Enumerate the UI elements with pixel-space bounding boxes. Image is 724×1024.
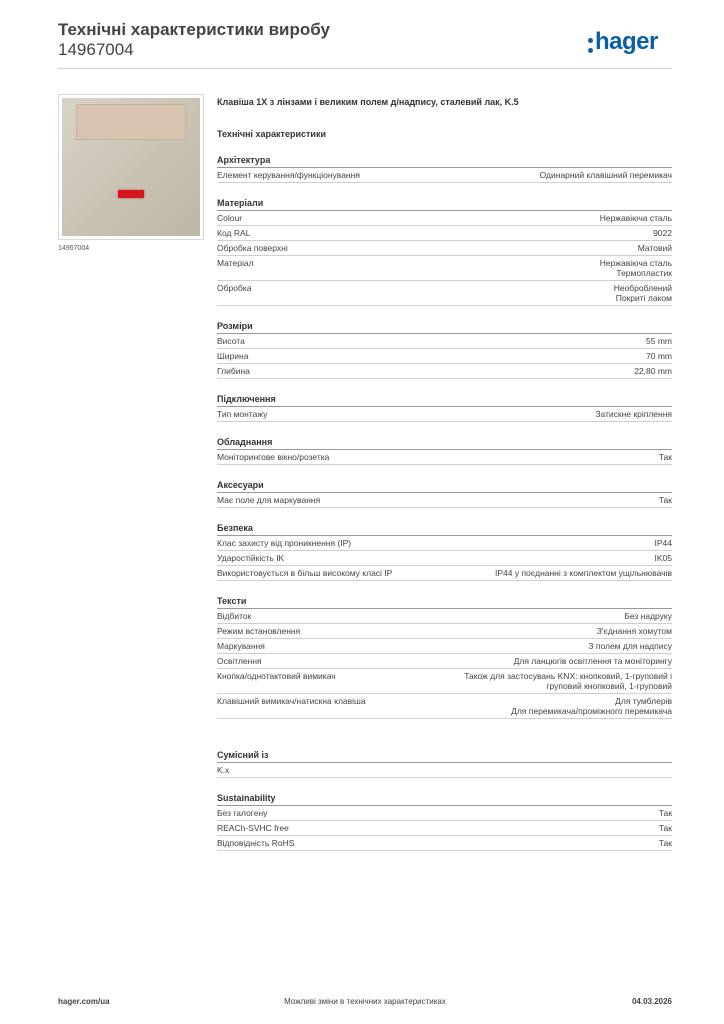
spec-content: [217, 96, 672, 851]
spec-value: [655, 538, 673, 548]
spec-key: Кнопка/однотактовий вимикач: [217, 671, 336, 681]
indicator-lens: [118, 190, 144, 198]
spec-key: Без галогену: [217, 808, 268, 818]
spec-key: Тип монтажу: [217, 409, 268, 419]
page-footer: [58, 997, 672, 1011]
spec-key: Код RAL: [217, 228, 251, 238]
spec-value-line: груповий кнопковий, 1-груповий: [546, 681, 672, 691]
spec-value: [511, 696, 672, 716]
spec-key: Елемент керування/функціонування: [217, 170, 360, 180]
spec-value: [653, 228, 672, 238]
spec-row: [217, 536, 672, 551]
spec-value: [597, 626, 672, 636]
spec-row: [217, 551, 672, 566]
spec-key: Моніторингове вікно/розетка: [217, 452, 330, 462]
spec-key: Colour: [217, 213, 243, 223]
spec-value-line: 55 mm: [646, 336, 672, 346]
spec-section: [217, 595, 672, 719]
spec-section: [217, 320, 672, 379]
spec-key: Клавішний вимикач/натискна клавіша: [217, 696, 366, 706]
spec-value: [659, 838, 672, 848]
spec-key: Відповідність RoHS: [217, 838, 295, 848]
spec-value: [495, 568, 672, 578]
spec-row: [217, 407, 672, 422]
spec-value-line: Так: [658, 823, 672, 833]
spec-value-line: Так: [658, 452, 672, 462]
spec-row: [217, 821, 672, 836]
section-title: Sustainability: [217, 792, 672, 806]
header-divider: [58, 68, 672, 69]
spec-row: [217, 654, 672, 669]
page-header: [58, 20, 672, 70]
spec-value-line: IP44: [654, 538, 672, 548]
logo-dot-icon: [588, 38, 593, 43]
spec-row: [217, 694, 672, 719]
spec-key: Освітлення: [217, 656, 262, 666]
spec-value-line: Для тумблерів: [615, 696, 672, 706]
spec-key: Матеріал: [217, 258, 254, 268]
section-title: Розміри: [217, 320, 672, 334]
spec-heading: Технічні характеристики: [217, 129, 326, 139]
product-name: Клавіша 1X з лінзами і великим полем д/надпису, сталевий лак, K.5: [217, 97, 519, 107]
section-title: Обладнання: [217, 436, 672, 450]
spec-value: [614, 283, 672, 303]
section-title: Аксесуари: [217, 479, 672, 493]
spec-key: Висота: [217, 336, 245, 346]
spec-row: [217, 364, 672, 379]
spec-row: [217, 639, 672, 654]
spec-value-line: 9022: [653, 228, 672, 238]
spec-value-line: Так: [658, 838, 672, 848]
spec-value-line: Нержавіюча сталь: [599, 258, 672, 268]
spec-value: [600, 213, 672, 223]
footer-date: 04.03.2026: [631, 997, 672, 1006]
spec-sections: [217, 154, 672, 851]
spec-value-line: 70 mm: [646, 351, 672, 361]
product-image: [58, 94, 204, 240]
spec-value-line: З полем для надпису: [588, 641, 672, 651]
section-title: Матеріали: [217, 197, 672, 211]
spec-key: Клас захисту від проникнення (IP): [217, 538, 352, 548]
spec-section: [217, 393, 672, 422]
spec-value-line: 22,80 mm: [634, 366, 672, 376]
spec-row: [217, 241, 672, 256]
spec-key: Маркування: [217, 641, 265, 651]
footer-website-link[interactable]: hager.com/ua: [58, 997, 110, 1006]
spec-value-line: Для ланцюгів освітлення та моніторингу: [513, 656, 672, 666]
spec-section: [217, 749, 672, 778]
spec-row: [217, 226, 672, 241]
spec-key: Глибина: [217, 366, 250, 376]
spec-value: [588, 641, 672, 651]
spec-value-line: Так: [658, 495, 672, 505]
spec-row: [217, 349, 672, 364]
spec-section: [217, 792, 672, 851]
spec-key: Обробка поверхні: [217, 243, 288, 253]
switch-plate: [62, 98, 200, 236]
spec-value: [638, 243, 672, 253]
spec-row: [217, 806, 672, 821]
section-title: Архітектура: [217, 154, 672, 168]
section-title: Безпека: [217, 522, 672, 536]
spec-value-line: Також для застосувань KNX: кнопковий, 1-груповий і: [464, 671, 672, 681]
spec-key: Ширина: [217, 351, 249, 361]
section-title: Тексти: [217, 595, 672, 609]
spec-value-line: IK05: [654, 553, 672, 563]
spec-section: [217, 154, 672, 183]
logo-wordmark: hager: [595, 28, 658, 55]
spec-row: [217, 566, 672, 581]
spec-value: [540, 170, 672, 180]
page-title: Технічні характеристики виробу: [58, 20, 330, 39]
spec-row: [217, 334, 672, 349]
spec-value: [634, 366, 672, 376]
spec-key: Відбиток: [217, 611, 252, 621]
section-title: Підключення: [217, 393, 672, 407]
image-caption: 14967004: [58, 245, 90, 252]
spec-row: [217, 669, 672, 694]
hager-logo: [588, 28, 672, 58]
spec-value: [659, 823, 672, 833]
spec-value-line: Одинарний клавішний перемикач: [539, 170, 672, 180]
spec-value: [659, 495, 672, 505]
spec-value: [646, 336, 672, 346]
spec-section: [217, 197, 672, 306]
spec-key: Використовується в більш високому класі IP: [217, 568, 393, 578]
spec-value-line: Так: [658, 808, 672, 818]
spec-value: [595, 409, 672, 419]
spec-key: Ударостійкість IK: [217, 553, 285, 563]
spec-row: [217, 450, 672, 465]
spec-row: [217, 763, 672, 778]
spec-key: Режим встановлення: [217, 626, 301, 636]
spec-value: [600, 258, 672, 278]
logo-dot-icon: [588, 48, 593, 53]
spec-key: K.x: [217, 765, 230, 775]
spec-row: [217, 256, 672, 281]
spec-value-line: Нержавіюча сталь: [599, 213, 672, 223]
spec-key: Обробка: [217, 283, 252, 293]
spec-key: Має поле для маркування: [217, 495, 321, 505]
footer-note: Можливі зміни в технічних характеристиках: [284, 997, 446, 1006]
spec-row: [217, 493, 672, 508]
spec-row: [217, 168, 672, 183]
spec-row: [217, 281, 672, 306]
spec-row: [217, 609, 672, 624]
spec-section: [217, 479, 672, 508]
spec-row: [217, 624, 672, 639]
label-field: [76, 104, 186, 140]
spec-key: REACh-SVHC free: [217, 823, 289, 833]
spec-value: [655, 553, 673, 563]
spec-section: [217, 436, 672, 465]
spec-value: [659, 452, 672, 462]
spec-value-line: Матовий: [637, 243, 672, 253]
spec-value: [646, 351, 672, 361]
spec-row: [217, 211, 672, 226]
product-code: 14967004: [58, 40, 134, 59]
spec-value: [659, 808, 672, 818]
spec-value-line: Термопластик: [616, 268, 672, 278]
spec-value-line: Затискне кріплення: [595, 409, 672, 419]
spec-value-line: Для перемикача/проміжного перемикача: [511, 706, 672, 716]
spec-value: [624, 611, 672, 621]
spec-value-line: Без надруку: [624, 611, 672, 621]
spec-value-line: IP44 у поєднанні з комплектом ущільнювачів: [494, 568, 672, 578]
spec-value-line: Покриті лаком: [615, 293, 672, 303]
spec-value: [464, 671, 672, 691]
spec-value-line: З'єднання хомутом: [596, 626, 672, 636]
section-title: Сумісний із: [217, 749, 672, 763]
spec-row: [217, 836, 672, 851]
spec-value-line: Необроблений: [613, 283, 672, 293]
spec-value: [514, 656, 672, 666]
spec-section: [217, 522, 672, 581]
